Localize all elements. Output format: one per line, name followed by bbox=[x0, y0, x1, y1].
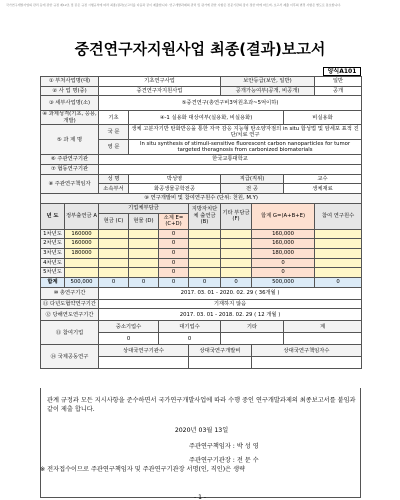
budget-cash-cell bbox=[99, 258, 129, 268]
budget-kind-cell bbox=[129, 258, 159, 268]
intl-pi-value bbox=[252, 357, 362, 369]
budget-header-other: 기타 부담금 (F) bbox=[221, 203, 252, 229]
budget-header-row-1 bbox=[41, 203, 362, 213]
disclosure-value: 공개 bbox=[315, 86, 362, 96]
intl-pi-label: 상대국연구책임자수 bbox=[252, 345, 362, 357]
budget-people-cell bbox=[315, 258, 362, 268]
budget-other-cell bbox=[221, 268, 252, 278]
lead-institution-label: ⑥ 주관연구기관 bbox=[41, 155, 99, 165]
table-row bbox=[41, 258, 362, 268]
signer-head: 주관연구기관장 : 전 문 수 bbox=[189, 457, 259, 464]
budget-header-subtotal: 소계 E=(C+D) bbox=[159, 213, 189, 229]
budget-total-cell: 160,000 bbox=[252, 229, 315, 239]
budget-year-cell: 3차년도 bbox=[41, 248, 65, 258]
pi-major-label: 전 공 bbox=[221, 184, 284, 194]
submission-box bbox=[40, 388, 361, 498]
sub-program-value: ⑤중견연구(총연구비3억원초과~5억이하) bbox=[99, 96, 362, 111]
lead-institution-value: 한국교통대학교 bbox=[99, 155, 362, 165]
budget-header-year: 년 도 bbox=[41, 203, 65, 229]
pi-major-value: 생체재료 bbox=[284, 184, 362, 194]
budget-people-cell bbox=[315, 248, 362, 258]
project-nature-value: 기초 bbox=[99, 111, 129, 125]
budget-cash-cell bbox=[99, 229, 129, 239]
row-program-name bbox=[41, 86, 362, 96]
budget-total-cell: 180,000 bbox=[252, 248, 315, 258]
report-form bbox=[40, 76, 361, 369]
coop-institution-value bbox=[99, 165, 362, 175]
table-row bbox=[41, 268, 362, 278]
budget-year-cell: 1차년도 bbox=[41, 229, 65, 239]
row-sub-program bbox=[41, 96, 362, 111]
budget-gov-cell: 180000 bbox=[65, 248, 99, 258]
budget-kind-cell bbox=[129, 268, 159, 278]
program-name-value: 중견연구자지원사업 bbox=[99, 86, 221, 96]
intl-institutions-label: 상대국연구기관수 bbox=[99, 345, 189, 357]
budget-people-cell bbox=[315, 229, 362, 239]
budget-total-cell: 0 bbox=[252, 268, 315, 278]
row-project-title-kor bbox=[41, 125, 362, 140]
etc-value bbox=[221, 333, 284, 345]
security-grade-label: 보안등급(보안, 일반) bbox=[221, 77, 315, 87]
budget-cash-cell bbox=[99, 248, 129, 258]
budget-subtotal-cell: 0 bbox=[159, 239, 189, 249]
pi-name-label: 성 명 bbox=[99, 174, 129, 184]
budget-kind-cell bbox=[129, 239, 159, 249]
budget-header-people: 참여 연구원수 bbox=[315, 203, 362, 229]
budget-year-cell: 2차년도 bbox=[41, 239, 65, 249]
top-note: 국가연구개발사업의 관리 등에 관한 규정 제12조 및 같은 규정 시행규칙에 따라 최종(결과)보고서를 다음과 같이 제출합니다. 연구개발과제의 관리 및 평가에 관한 사항은 전문기관의 장이 정한 바에 따르며, 보고서 제출 이후의 변경 사항은 별도로 통보합니다. bbox=[6, 3, 342, 7]
form-code-badge: 양식A101 bbox=[323, 67, 361, 76]
budget-header-local: 지방자치단체 출연금 (B) bbox=[189, 203, 221, 229]
project-title-label: ⑤ 과 제 명 bbox=[41, 125, 99, 155]
title-kor-label: 국 문 bbox=[99, 125, 129, 140]
budget-local-cell bbox=[189, 239, 221, 249]
large-company-value: 0 bbox=[159, 333, 221, 345]
sub-program-label: ③ 세부사업명(소) bbox=[41, 96, 99, 111]
budget-gov-cell bbox=[65, 268, 99, 278]
etc-label: 기타 bbox=[221, 321, 284, 333]
budget-sum-kind: 0 bbox=[129, 277, 159, 287]
row-coop-institution bbox=[41, 165, 362, 175]
multiyear-period-value: 기재하지 않음 bbox=[99, 299, 362, 309]
intl-budget-value bbox=[189, 357, 252, 369]
budget-sum-people: 0 bbox=[315, 277, 362, 287]
budget-sum-other: 0 bbox=[221, 277, 252, 287]
row-total-period bbox=[41, 287, 362, 299]
budget-other-cell bbox=[221, 229, 252, 239]
pi-position-value: 교수 bbox=[284, 174, 362, 184]
budget-gov-cell: 160000 bbox=[65, 239, 99, 249]
submission-statement: 관계 규정과 모든 지시사항을 준수하면서 국가연구개발사업에 따라 수행 중인 연구개발과제의 최종보고서를 붙임과 같이 제출 합니다. bbox=[47, 397, 356, 413]
page-title: 중견연구자지원사업 최종(결과)보고서 bbox=[74, 40, 326, 58]
budget-local-cell bbox=[189, 229, 221, 239]
budget-subtotal-cell: 0 bbox=[159, 268, 189, 278]
budget-kind-cell bbox=[129, 248, 159, 258]
intl-institutions-value bbox=[99, 357, 189, 369]
row-companies-header bbox=[41, 321, 362, 333]
budget-sum-row bbox=[41, 277, 362, 287]
budget-subtotal-cell: 0 bbox=[159, 258, 189, 268]
row-budget-title bbox=[41, 194, 362, 204]
current-period-label: ⑫ 당해연도연구기간 bbox=[41, 309, 99, 321]
budget-sum-local: 0 bbox=[189, 277, 221, 287]
budget-header-kind: 현물 (D) bbox=[129, 213, 159, 229]
project-nature-label: ④ 과제성격(기초, 응용, 개발) bbox=[42, 111, 97, 124]
total-period-value: 2017. 03. 01 - 2020. 02. 29 ( 36개월 ) bbox=[99, 287, 362, 299]
program-name-label: ② 사 업 명(중) bbox=[41, 86, 99, 96]
budget-sum-gov: 500,000 bbox=[65, 277, 99, 287]
table-row bbox=[41, 248, 362, 258]
signer-pi: 주관연구책임자 : 박 성 영 bbox=[189, 443, 259, 450]
budget-total-cell: 0 bbox=[252, 258, 315, 268]
budget-header-firm: 기업체부담금 bbox=[99, 203, 189, 213]
row-multiyear-period bbox=[41, 299, 362, 309]
pi-name-value: 박성영 bbox=[129, 174, 221, 184]
total-period-label: ⑩ 총연구기간 bbox=[41, 287, 99, 299]
budget-sum-cash: 0 bbox=[99, 277, 129, 287]
budget-subtotal-cell: 0 bbox=[159, 248, 189, 258]
footnote: ※ 전자접수이므로 주관연구책임자 및 주관연구기관장 서명(인, 직인)은 생략 bbox=[40, 466, 246, 473]
budget-local-cell bbox=[189, 268, 221, 278]
security-grade-value: 일반 bbox=[315, 77, 362, 87]
budget-cash-cell bbox=[99, 268, 129, 278]
company-total-label: 계 bbox=[284, 321, 362, 333]
budget-other-cell bbox=[221, 248, 252, 258]
commercialization-value: 비실용화 bbox=[284, 111, 362, 125]
budget-year-cell: 4차년도 bbox=[41, 258, 65, 268]
budget-subtotal-cell: 0 bbox=[159, 229, 189, 239]
budget-local-cell bbox=[189, 248, 221, 258]
budget-section-title: ⑨ 연구개발비 및 참여연구원수 (단위: 천원, M.Y) bbox=[41, 194, 362, 204]
row-lead-institution bbox=[41, 155, 362, 165]
budget-total-cell: 160,000 bbox=[252, 239, 315, 249]
sme-label: 중소기업수 bbox=[99, 321, 159, 333]
title-kor-value: 생체 고분자기반 탄화반응을 통한 자극 감응 지능형 탄소양자점의 in situ 합성법 및 암세포 표적 진단/치료 연구 bbox=[129, 125, 362, 140]
pi-dept-label: 소속부서 bbox=[99, 184, 129, 194]
companies-label: ⑬ 참여기업 bbox=[41, 321, 99, 345]
title-eng-label: 영 문 bbox=[99, 140, 129, 155]
multiyear-period-label: ⑪ 다년도협약연구기간 bbox=[41, 299, 99, 309]
commercialization-label: ④-1 실용화 대상여부(실용화, 비실용화) bbox=[129, 111, 284, 125]
budget-cash-cell bbox=[99, 239, 129, 249]
pi-position-label: 직급(직위) bbox=[221, 174, 284, 184]
large-company-label: 대기업수 bbox=[159, 321, 221, 333]
budget-header-cash: 현금 (C) bbox=[99, 213, 129, 229]
pi-dept-value: 화공생물공학전공 bbox=[129, 184, 221, 194]
row-ministry-program bbox=[41, 77, 362, 87]
budget-local-cell bbox=[189, 258, 221, 268]
pi-label: ⑧ 주관연구책임자 bbox=[41, 174, 99, 193]
budget-header-total: 합계 G=(A+B+E) bbox=[252, 203, 315, 229]
budget-gov-cell bbox=[65, 258, 99, 268]
budget-year-cell: 5차년도 bbox=[41, 268, 65, 278]
budget-gov-cell: 160000 bbox=[65, 229, 99, 239]
report-table bbox=[40, 76, 362, 369]
budget-sum-label: 합계 bbox=[41, 277, 65, 287]
row-current-period bbox=[41, 309, 362, 321]
disclosure-label: 공개가능여부(공개, 비공개) bbox=[221, 86, 315, 96]
budget-sum-total: 500,000 bbox=[252, 277, 315, 287]
title-eng-value: In situ synthesis of stimuli-sensitive fluorescent carbon nanoparticles for tumor targeted theragnosis from carbonized biomaterials bbox=[129, 140, 362, 155]
ministry-program-label: ① 부처사업명(대) bbox=[41, 77, 99, 87]
row-project-nature bbox=[41, 111, 362, 125]
ministry-program-value: 기초연구사업 bbox=[99, 77, 221, 87]
budget-other-cell bbox=[221, 258, 252, 268]
page-number: - 1 - bbox=[194, 494, 206, 500]
budget-people-cell bbox=[315, 268, 362, 278]
row-intl-header bbox=[41, 345, 362, 357]
intl-research-label: ⑭ 국제공동연구 bbox=[41, 345, 99, 369]
budget-header-gov: 정부출연금 A bbox=[65, 203, 99, 229]
sme-value: 0 bbox=[99, 333, 159, 345]
table-row bbox=[41, 229, 362, 239]
current-period-value: 2017. 03. 01 - 2018. 02. 29 ( 12 개월 ) bbox=[99, 309, 362, 321]
submission-date: 2020년 03월 13일 bbox=[174, 427, 229, 434]
budget-people-cell bbox=[315, 239, 362, 249]
budget-kind-cell bbox=[129, 229, 159, 239]
row-pi-name bbox=[41, 174, 362, 184]
intl-budget-label: 상대국연구개발비 bbox=[189, 345, 252, 357]
company-total-value bbox=[284, 333, 362, 345]
budget-other-cell bbox=[221, 239, 252, 249]
coop-institution-label: ⑦ 협동연구기관 bbox=[41, 165, 99, 175]
budget-sum-subtotal: 0 bbox=[159, 277, 189, 287]
table-row bbox=[41, 239, 362, 249]
